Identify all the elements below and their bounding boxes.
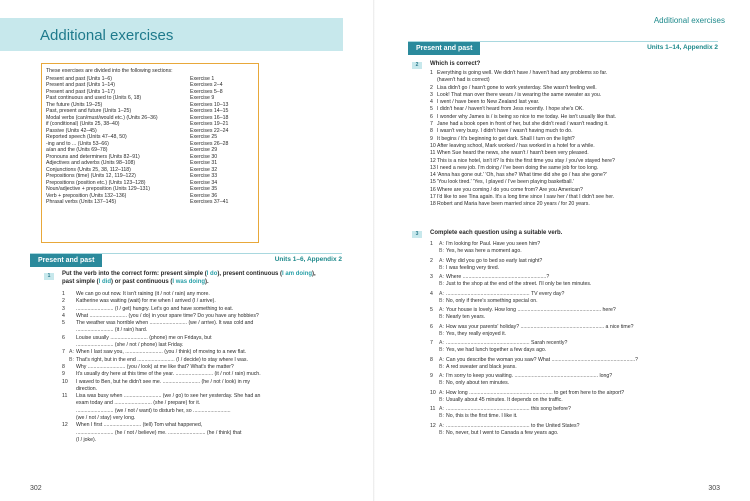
- item-n: [62, 437, 69, 444]
- line-b: I was feeling very tired.: [446, 264, 500, 271]
- list-item: [62, 298, 352, 305]
- item-n: [62, 400, 69, 407]
- list-item: [430, 92, 730, 99]
- list-item: [62, 364, 352, 371]
- item-t: Lisa didn't go / hasn't gone to work yesterday. She wasn't feeling well.: [437, 84, 597, 91]
- line-a: I'm looking for Paul. Have you seen him?: [446, 241, 541, 247]
- item-n: [62, 342, 69, 349]
- speaker-a: A:: [439, 257, 444, 264]
- section-exercise: Exercise 34: [190, 179, 218, 186]
- list-item: [430, 106, 730, 113]
- sections-list: [46, 76, 254, 206]
- line-b: No, only about ten minutes.: [446, 380, 510, 386]
- exercise-heading: Which is correct?: [430, 61, 481, 67]
- speaker-b: B:: [439, 380, 444, 386]
- item-n: [62, 415, 69, 422]
- section-exercise: Exercises 37–41: [190, 199, 229, 205]
- list-item: [430, 150, 730, 157]
- item-number: 2: [430, 257, 433, 264]
- list-item: [62, 400, 352, 407]
- question-pair: [430, 291, 730, 308]
- speaker-b: B:: [439, 330, 444, 337]
- sections-intro: These exercises are divided into the following sections:: [46, 68, 173, 74]
- section-exercise: Exercises 10–13: [190, 101, 229, 108]
- item-n: 9: [62, 371, 65, 378]
- list-item: [62, 291, 352, 298]
- right-page: [375, 0, 750, 501]
- list-item: [62, 422, 352, 429]
- list-item: [430, 201, 730, 208]
- list-item: [62, 386, 352, 393]
- item-n: 17: [430, 194, 436, 201]
- item-t: Why .......................... (you / look) at me like that? What's the matter?: [76, 363, 234, 370]
- item-ab: [69, 342, 76, 349]
- section-exercise: Exercises 16–18: [190, 114, 229, 121]
- speaker-a: A:: [439, 241, 444, 247]
- line-b: No, only if there's something special on.: [446, 297, 538, 304]
- item-t: What .......................... (you / do) in your spare time? Do you have any hobbies?: [76, 312, 259, 319]
- item-t: Look! That man over there wears / is wearing the same sweater as you.: [437, 91, 602, 98]
- list-item: [430, 114, 730, 121]
- item-t: .......................... (she / not / phone) last Friday.: [76, 342, 184, 349]
- speaker-b: B:: [439, 347, 444, 353]
- list-item: [430, 165, 730, 172]
- item-n: 14: [430, 172, 436, 179]
- item-ab: [69, 371, 76, 378]
- item-ab: B:: [69, 356, 74, 363]
- question-pair: [430, 340, 730, 357]
- list-item: [430, 172, 730, 179]
- question-pair: [430, 423, 730, 440]
- item-ab: [69, 393, 76, 400]
- item-n: 4: [430, 99, 433, 106]
- item-number: 9: [430, 373, 433, 379]
- item-number: 11: [430, 406, 436, 412]
- question-pair: [430, 258, 730, 275]
- exercise-number: 2: [412, 62, 422, 69]
- sections-index: [41, 63, 259, 243]
- item-n: 4: [62, 312, 65, 319]
- question-pair: [430, 274, 730, 291]
- section-topic: Noun/adjective + preposition (Units 129–131): [46, 186, 150, 192]
- list-item: [62, 335, 352, 342]
- question-pair: [430, 406, 730, 423]
- speaker-b: B:: [439, 429, 444, 436]
- list-item: [430, 143, 730, 150]
- item-n: 9: [430, 135, 433, 142]
- speaker-a: A:: [439, 422, 444, 429]
- list-item: [62, 379, 352, 386]
- speaker-a: A:: [439, 323, 444, 330]
- section-bar-left: [30, 253, 342, 266]
- item-t: 'Anna has gone out.' 'Oh, has she? What time did she go / has she gone?': [437, 172, 607, 179]
- item-n: 10: [62, 378, 68, 385]
- item-n: [62, 327, 69, 334]
- question-pair: [430, 390, 730, 407]
- list-item: [430, 99, 730, 106]
- item-n: 1: [62, 291, 65, 297]
- item-ab: [69, 364, 76, 371]
- item-t: exam today and .......................... (she / prepare) for it.: [76, 400, 201, 407]
- section-label: Present and past: [30, 254, 102, 267]
- section-topic: Passive (Units 42–45): [46, 127, 97, 134]
- item-n: 3: [62, 305, 65, 312]
- section-exercise: Exercises 5–8: [190, 88, 223, 95]
- item-ab: [69, 430, 76, 437]
- section-topic: Modal verbs (can/must/would etc.) (Units 26–36): [46, 114, 158, 121]
- item-number: 7: [430, 340, 433, 346]
- item-n: 8: [62, 363, 65, 370]
- list-item: [62, 313, 352, 320]
- speaker-a: A:: [439, 356, 444, 363]
- section-topic: if (conditional) (Units 25, 38–40): [46, 121, 120, 127]
- item-ab: [69, 291, 76, 298]
- line-b: Yes, we had lunch together a few days ago.: [446, 347, 547, 353]
- item-ab: [69, 298, 76, 305]
- section-topic: The future (Units 19–25): [46, 101, 103, 108]
- line-b: Yes, they really enjoyed it.: [446, 330, 507, 337]
- speaker-b: B:: [439, 281, 444, 287]
- item-ab: A:: [69, 349, 74, 356]
- section-exercise: Exercise 35: [190, 186, 218, 192]
- item-t: 'You look tired.' 'Yes, I played / I've been playing basketball.': [437, 179, 574, 186]
- item-t: I'd like to see Tina again. It's a long time since I saw her / that I didn't see her.: [437, 194, 615, 201]
- question-pair: [430, 241, 730, 258]
- page-number-left: 302: [30, 485, 42, 492]
- section-topic: Adjectives and adverbs (Units 98–108): [46, 160, 136, 166]
- item-n: 6: [430, 113, 433, 120]
- section-label: Present and past: [408, 42, 480, 55]
- line-b: Nearly ten years.: [446, 314, 486, 320]
- line-b: Usually about 45 minutes. It depends on the traffic.: [446, 396, 563, 403]
- item-n: [62, 408, 69, 415]
- item-ab: [69, 437, 76, 444]
- speaker-a: A:: [439, 307, 444, 313]
- list-item: [62, 306, 352, 313]
- section-exercise: Exercises 22–24: [190, 127, 229, 134]
- line-a: How was your parents' holiday? .......................................................... a nice time?: [446, 323, 634, 330]
- section-exercise: Exercise 30: [190, 153, 218, 160]
- list-item: [62, 371, 352, 378]
- section-topic: Prepositions (position etc.) (Units 123–128): [46, 179, 146, 186]
- item-ab: [69, 313, 76, 320]
- speaker-b: B:: [439, 248, 444, 254]
- section-topic: Past, present and future (Units 1–25): [46, 108, 132, 114]
- item-n: 8: [430, 128, 433, 135]
- item-n: 11: [62, 393, 68, 400]
- item-t: It's usually dry here at this time of the year. .......................... (it / not / rain) much.: [76, 371, 261, 378]
- item-n: 12: [430, 157, 436, 164]
- item-n: 18: [430, 201, 436, 208]
- speaker-b: B:: [439, 297, 444, 304]
- line-a: .......................................................... Sarah recently?: [446, 340, 568, 346]
- item-t: Katherine was waiting (wait) for me when I arrived (I / arrive).: [76, 298, 216, 305]
- item-ab: [69, 386, 76, 393]
- section-topic: -ing and to ... (Units 53–66): [46, 140, 109, 147]
- list-item: [62, 393, 352, 400]
- list-item: [430, 85, 730, 92]
- item-ab: [69, 422, 76, 429]
- section-exercise: Exercise 29: [190, 147, 218, 153]
- item-number: 10: [430, 389, 436, 396]
- list-item: [430, 179, 730, 186]
- item-t: (we / not / stay) very long.: [76, 415, 136, 422]
- line-b: Yes, he was here a moment ago.: [446, 248, 522, 254]
- line-b: A red sweater and black jeans.: [446, 363, 517, 370]
- item-t: Robert and Maria have been married since 20 years / for 20 years.: [437, 201, 590, 208]
- line-a: How long .......................................................... to get from here to the airport?: [446, 389, 625, 396]
- line-a: Can you describe the woman you saw? What ..........................................................?: [446, 356, 639, 363]
- item-ab: [69, 320, 76, 327]
- item-t: I wasn't very busy. I didn't have / wasn't having much to do.: [437, 128, 573, 135]
- line-a: Why did you go to bed so early last night?: [446, 257, 543, 264]
- list-item: [62, 327, 352, 334]
- item-t: .......................... (he / not / believe) me. .......................... (he / think) that: [76, 429, 242, 436]
- item-ab: [69, 335, 76, 342]
- item-n: 16: [430, 186, 436, 193]
- list-item: [430, 187, 730, 194]
- item-t: Louise usually .......................... (phone) me on Fridays, but: [76, 334, 212, 341]
- item-n: 11: [430, 150, 436, 157]
- item-t: I waved to Ben, but he didn't see me. .......................... (he / not / look) in my: [76, 378, 250, 385]
- item-t: .......................... (I / get) hungry. Let's go and have something to eat.: [76, 305, 234, 312]
- section-topic: Present and past (Units 1–17): [46, 88, 115, 95]
- item-t: (haven't had is correct): [437, 77, 490, 84]
- list-item: [62, 437, 352, 444]
- item-n: 3: [430, 91, 433, 98]
- speaker-b: B:: [439, 413, 444, 419]
- item-t: We can go out now. It isn't raining (it / not / rain) any more.: [76, 291, 210, 297]
- section-ref: Units 1–6, Appendix 2: [274, 256, 342, 263]
- speaker-b: B:: [439, 396, 444, 403]
- item-ab: [69, 408, 76, 415]
- line-a: .......................................................... this song before?: [446, 406, 571, 412]
- question-pair: [430, 307, 730, 324]
- item-t: After leaving school, Mark worked / has worked in a hotel for a while.: [437, 142, 595, 149]
- item-t: I didn't hear / haven't heard from Jess recently. I hope she's OK.: [437, 106, 584, 113]
- exercise-1-items: [62, 291, 352, 444]
- section-topic: Conjunctions (Units 25, 38, 112–118): [46, 166, 131, 173]
- item-ab: [69, 415, 76, 422]
- item-number: 6: [430, 323, 433, 330]
- item-t: When Sue heard the news, she wasn't / hasn't been very pleased.: [437, 150, 589, 157]
- section-exercise: Exercise 1: [190, 75, 215, 82]
- section-exercise: Exercise 9: [190, 95, 215, 101]
- speaker-a: A:: [439, 373, 444, 379]
- item-number: 8: [430, 356, 433, 363]
- item-n: 2: [430, 84, 433, 91]
- list-item: [62, 357, 352, 364]
- section-topic: Prepositions (time) (Units 12, 119–122): [46, 173, 136, 179]
- item-n: [62, 357, 69, 364]
- list-item: [430, 136, 730, 143]
- line-a: Where ..........................................................?: [446, 274, 550, 280]
- item-number: 4: [430, 290, 433, 297]
- item-ab: [69, 306, 76, 313]
- item-number: 1: [430, 241, 433, 247]
- speaker-a: A:: [439, 274, 444, 280]
- item-t: That's right, but in the end .......................... (I / decide) to stay where I was.: [76, 356, 248, 363]
- item-t: This is a nice hotel, isn't it? Is this the first time you stay / you've stayed here?: [437, 157, 615, 164]
- speaker-a: A:: [439, 389, 444, 396]
- section-exercise: Exercises 26–28: [190, 140, 229, 147]
- section-topic: Present and past (Units 1–14): [46, 82, 115, 88]
- line-a: .......................................................... TV every day?: [446, 290, 565, 297]
- section-topic: Reported speech (Units 47–48, 50): [46, 134, 127, 140]
- exercise-2-items: [430, 70, 730, 209]
- section-exercise: Exercise 33: [190, 173, 218, 179]
- page-number-right: 303: [708, 485, 720, 492]
- section-exercise: Exercise 32: [190, 166, 218, 173]
- section-topic: Past continuous and used to (Units 6, 18): [46, 95, 142, 101]
- item-n: 7: [430, 121, 433, 128]
- speaker-b: B:: [439, 264, 444, 271]
- item-number: 5: [430, 307, 433, 313]
- list-item: [62, 408, 352, 415]
- section-exercise: Exercise 25: [190, 134, 218, 140]
- section-bar-right: [408, 41, 718, 54]
- item-n: 1: [430, 70, 433, 76]
- list-item: [430, 121, 730, 128]
- section-exercise: Exercises 2–4: [190, 82, 223, 88]
- item-n: 7: [62, 349, 65, 356]
- item-ab: [69, 400, 76, 407]
- exercise-number: 1: [44, 273, 54, 280]
- speaker-a: A:: [439, 340, 444, 346]
- line-a: I'm sorry to keep you waiting. .......................................................... long?: [446, 373, 613, 379]
- section-exercise: Exercises 19–21: [190, 121, 229, 127]
- line-b: No, never, but I went to Canada a few years ago.: [446, 429, 559, 436]
- item-t: Jane had a book open in front of her, but she didn't read / wasn't reading it.: [437, 121, 609, 128]
- item-number: 3: [430, 274, 433, 280]
- list-item: [430, 77, 730, 84]
- list-item: [62, 342, 352, 349]
- item-n: [62, 386, 69, 393]
- item-n: [430, 77, 437, 84]
- item-n: 15: [430, 179, 436, 186]
- section-exercise: Exercise 36: [190, 192, 218, 199]
- list-item: [430, 70, 730, 77]
- item-n: 6: [62, 334, 65, 341]
- line-a: Your house is lovely. How long .......................................................... here?: [446, 307, 616, 313]
- item-t: It begins / It's beginning to get dark. Shall I turn on the light?: [437, 135, 575, 142]
- item-n: 10: [430, 142, 436, 149]
- list-item: [62, 430, 352, 437]
- item-t: .......................... (it / rain) hard.: [76, 327, 148, 334]
- item-n: 12: [62, 422, 68, 429]
- section-topic: a/an and the (Units 69–78): [46, 147, 108, 153]
- item-number: 12: [430, 422, 436, 429]
- section-ref: Units 1–14, Appendix 2: [647, 44, 718, 51]
- list-item: [62, 415, 352, 422]
- title-band: [0, 18, 343, 51]
- item-t: I need a new job. I'm doing / I've been doing the same job for too long.: [437, 164, 599, 171]
- item-t: Everything is going well. We didn't have / haven't had any problems so far.: [437, 70, 608, 76]
- item-ab: [69, 379, 76, 386]
- item-n: 5: [62, 320, 65, 327]
- item-n: [62, 430, 69, 437]
- item-t: I wonder why James is / is being so nice to me today. He isn't usually like that.: [437, 113, 617, 120]
- item-ab: [69, 327, 76, 334]
- item-t: I went / have been to New Zealand last year.: [437, 99, 540, 106]
- item-t: Where are you coming / do you come from? Are you American?: [437, 186, 583, 193]
- right-header: Additional exercises: [653, 16, 725, 25]
- exercise-number: 3: [412, 231, 422, 238]
- exercise-heading: Complete each question using a suitable verb.: [430, 230, 563, 236]
- line-a: .......................................................... to the United States?: [446, 422, 580, 429]
- item-t: Lisa was busy when .......................... (we / go) to see her yesterday. She had an: [76, 393, 261, 400]
- exercise-instruction: Put the verb into the correct form: present simple (I do), present continuous (I am doing), past simple (I did) or past continuous (I was doing).: [62, 271, 316, 285]
- item-t: When I last saw you, .......................... (you / think) of moving to a new flat.: [76, 349, 247, 356]
- item-t: .......................... (we / not / want) to disturb her, so ..........................: [76, 407, 231, 414]
- list-item: [430, 128, 730, 135]
- page-title: Additional exercises: [40, 27, 174, 44]
- item-n: 13: [430, 164, 436, 171]
- section-topic: Phrasal verbs (Units 137–145): [46, 199, 117, 205]
- section-topic: Pronouns and determiners (Units 82–91): [46, 153, 140, 160]
- speaker-a: A:: [439, 406, 444, 412]
- list-item: [62, 320, 352, 327]
- question-pair: [430, 324, 730, 341]
- question-pair: [430, 357, 730, 374]
- section-topic: Present and past (Units 1–6): [46, 75, 113, 82]
- item-n: 5: [430, 106, 433, 113]
- item-n: 2: [62, 298, 65, 305]
- speaker-b: B:: [439, 363, 444, 370]
- speaker-b: B:: [439, 314, 444, 320]
- exercise-3-items: [430, 241, 730, 439]
- item-t: (I / joke).: [76, 436, 97, 443]
- section-topic: Verb + preposition (Units 132–136): [46, 192, 127, 199]
- line-b: No, this is the first time. I like it.: [446, 413, 518, 419]
- line-b: Just to the shop at the end of the street. I'll only be ten minutes.: [446, 281, 592, 287]
- item-t: direction.: [76, 385, 98, 392]
- item-t: When I first .......................... (tell) Tom what happened,: [76, 422, 203, 429]
- section-exercise: Exercise 31: [190, 160, 218, 166]
- question-pair: [430, 373, 730, 390]
- section-row: [46, 199, 246, 206]
- section-exercise: Exercises 14–15: [190, 108, 229, 114]
- list-item: [62, 349, 352, 356]
- item-t: The weather was horrible when .......................... (we / arrive). It was cold and: [76, 320, 254, 327]
- list-item: [430, 158, 730, 165]
- speaker-a: A:: [439, 290, 444, 297]
- list-item: [430, 194, 730, 201]
